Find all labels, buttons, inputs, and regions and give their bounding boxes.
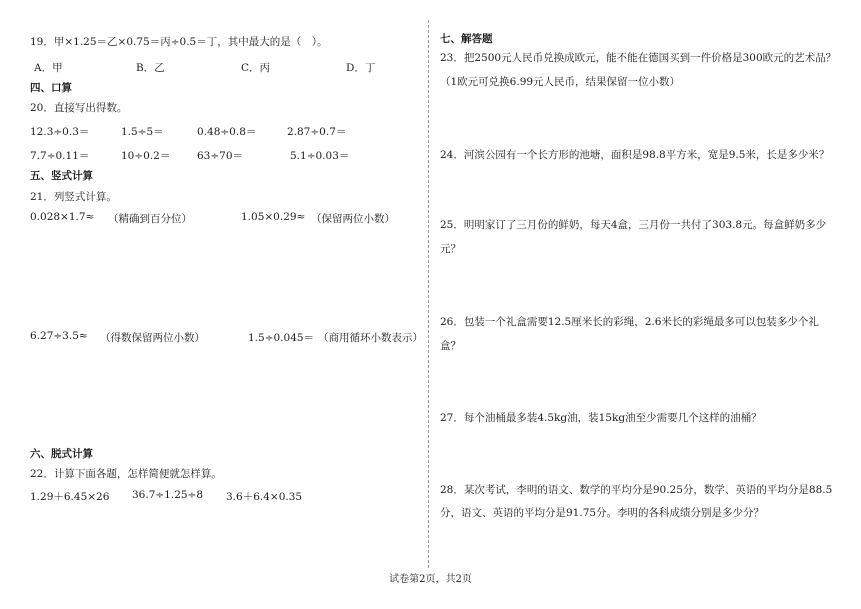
q27-text: 27．每个油桶最多装4.5kg油，装15kg油至少需要几个这样的油桶？ [440, 412, 762, 424]
q28-line2: 分，语文、英语的平均分是91.75分。李明的各科成绩分别是多少分？ [440, 507, 765, 519]
q21-item1-expr: 0.028×1.7≈ [30, 211, 95, 223]
q23-line2: （1欧元可兑换6.99元人民币，结果保留一位小数） [440, 76, 681, 88]
q19-option-a: A．甲 [34, 62, 63, 74]
q20-r2c1: 7.7÷0.11＝ [30, 150, 90, 162]
q20-r1c2: 1.5÷5＝ [121, 126, 164, 138]
q26-line2: 盒？ [440, 340, 461, 352]
q20-r1c4: 2.87÷0.7＝ [287, 126, 347, 138]
q21-stem: 21．列竖式计算。 [30, 191, 117, 203]
section-6-title: 六、脱式计算 [30, 448, 93, 460]
q20-r1c3: 0.48÷0.8＝ [197, 126, 257, 138]
q19-stem: 19．甲×1.25＝乙×0.75＝丙÷0.5＝丁，其中最大的是（ ）。 [30, 36, 328, 48]
section-5-title: 五、竖式计算 [30, 170, 93, 182]
q22-item2: 36.7÷1.25÷8 [132, 489, 204, 501]
q21-item3-expr: 6.27÷3.5≈ [30, 330, 88, 342]
q21-item2-note: （保留两位小数） [311, 213, 395, 225]
q20-r2c2: 10÷0.2＝ [121, 150, 171, 162]
q19-option-d: D．丁 [346, 62, 376, 74]
q21-item3-note: （得数保留两位小数） [100, 332, 205, 344]
q21-item1-note: （精确到百分位） [108, 213, 192, 225]
q20-r1c1: 12.3÷0.3＝ [30, 126, 90, 138]
q23-line1: 23．把2500元人民币兑换成欧元，能不能在德国买到一件价格是300欧元的艺术品？ [440, 52, 837, 64]
q24-text: 24．河滨公园有一个长方形的池塘，面积是98.8平方米，宽是9.5米，长是多少米？ [440, 149, 830, 161]
q21-item4-note: （商用循环小数表示） [318, 332, 423, 344]
q19-option-b: B．乙 [136, 62, 165, 74]
q22-stem: 22．计算下面各题，怎样简便就怎样算。 [30, 468, 222, 480]
column-divider [428, 20, 429, 568]
q22-item1: 1.29＋6.45×26 [30, 491, 110, 503]
q21-item2-expr: 1.05×0.29≈ [241, 211, 306, 223]
section-4-title: 四、口算 [30, 82, 72, 94]
q21-item4-expr: 1.5÷0.045＝ [248, 332, 315, 344]
q19-option-c: C．丙 [241, 62, 271, 74]
q25-line2: 元？ [440, 243, 461, 255]
q26-line1: 26．包装一个礼盒需要12.5厘米长的彩绳，2.6米长的彩绳最多可以包装多少个礼 [440, 316, 819, 328]
q22-item3: 3.6＋6.4×0.35 [226, 491, 303, 503]
page-footer: 试卷第2页，共2页 [389, 574, 472, 585]
q20-r2c3: 63÷70＝ [197, 150, 244, 162]
q25-line1: 25．明明家订了三月份的鲜奶，每天4盒，三月份一共付了303.8元。每盒鲜奶多少 [440, 219, 827, 231]
q20-r2c4: 5.1÷0.03＝ [290, 150, 350, 162]
section-7-title: 七、解答题 [440, 33, 493, 45]
q20-stem: 20．直接写出得数。 [30, 102, 128, 114]
q28-line1: 28．某次考试，李明的语文、数学的平均分是90.25分，数学、英语的平均分是88.5 [440, 484, 833, 496]
